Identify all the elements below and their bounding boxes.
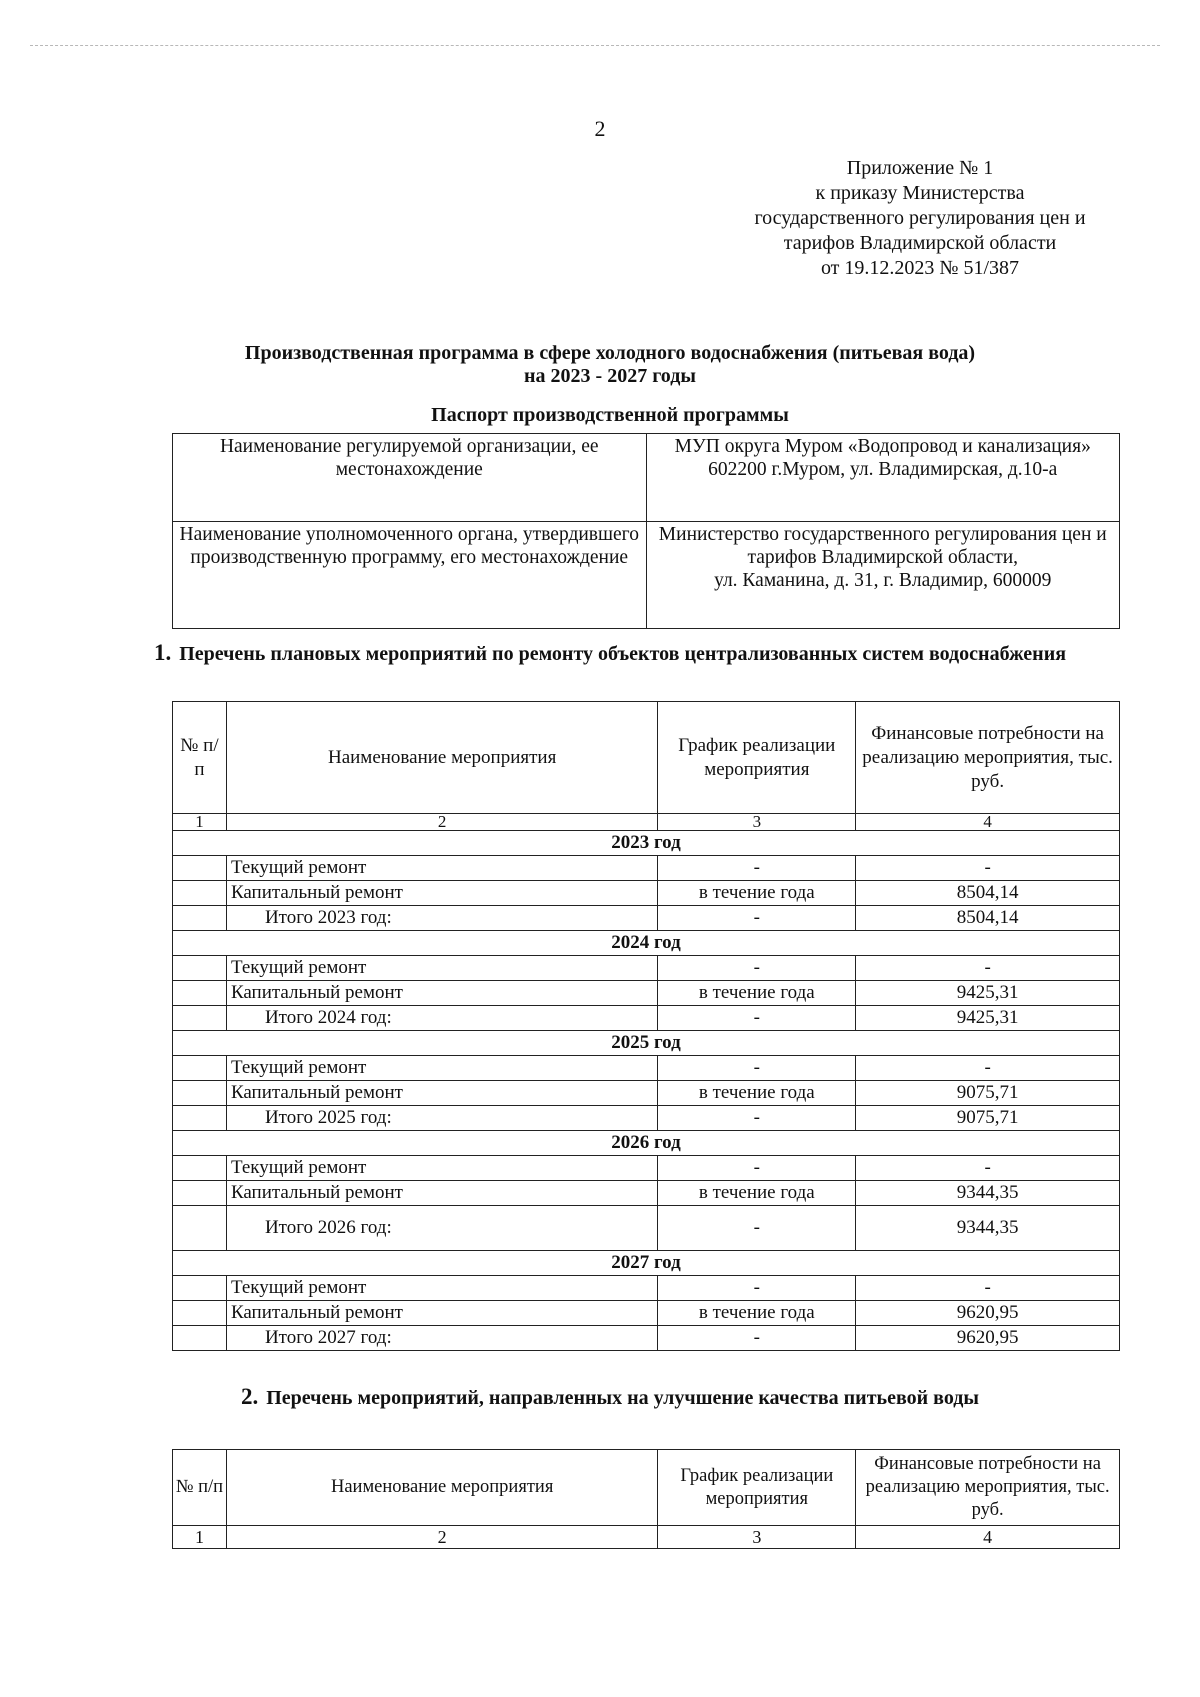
row-finance: - [856, 856, 1120, 881]
row-name: Итого 2026 год: [226, 1206, 657, 1251]
row-finance: 9344,35 [856, 1206, 1120, 1251]
row-name: Итого 2023 год: [226, 906, 657, 931]
passport-value-address: ул. Каманина, д. 31, г. Владимир, 600009 [714, 570, 1052, 591]
header-num: № п/п [173, 1450, 227, 1526]
year-label: 2023 год [173, 831, 1120, 856]
table-row [173, 1181, 1120, 1206]
section-number: 1. [153, 640, 172, 665]
row-name: Итого 2027 год: [226, 1326, 657, 1351]
passport-row [173, 522, 1120, 629]
passport-value-address: 602200 г.Муром, ул. Владимирская, д.10-а [708, 459, 1058, 480]
table-row-total [173, 1006, 1120, 1031]
year-row [173, 1031, 1120, 1056]
annex-line: государственного регулирования цен и [754, 207, 1086, 229]
section-1-title [150, 641, 1070, 666]
column-index: 1 [173, 1526, 227, 1549]
header-schedule: График реализации мероприятия [658, 702, 856, 814]
table-row [173, 856, 1120, 881]
header-schedule: График реализации мероприятия [658, 1450, 856, 1526]
document-title-line: Производственная программа в сфере холодного водоснабжения (питьевая вода) [244, 342, 976, 364]
row-finance: 9425,31 [856, 981, 1120, 1006]
passport-value-line: МУП округа Муром «Водопровод и канализация» [674, 436, 1091, 457]
section-2-title [150, 1385, 1070, 1410]
row-finance: 8504,14 [856, 881, 1120, 906]
column-index: 2 [226, 814, 657, 831]
row-schedule: - [658, 1206, 856, 1251]
row-schedule: - [658, 1006, 856, 1031]
row-finance: - [856, 956, 1120, 981]
year-row [173, 931, 1120, 956]
row-name: Капитальный ремонт [226, 1301, 657, 1326]
column-index: 3 [658, 1526, 856, 1549]
table-row [173, 1301, 1120, 1326]
table-row-total [173, 906, 1120, 931]
passport-title: Паспорт производственной программы [431, 404, 789, 426]
row-schedule: - [658, 1106, 856, 1131]
row-name: Капитальный ремонт [226, 1181, 657, 1206]
row-name: Капитальный ремонт [226, 881, 657, 906]
row-name: Капитальный ремонт [226, 981, 657, 1006]
document-title [150, 342, 1070, 388]
water-quality-table [172, 1449, 1120, 1549]
header-finance: Финансовые потребности на реализацию мероприятия, тыс. руб. [856, 1450, 1120, 1526]
passport-table [172, 433, 1120, 629]
row-schedule: в течение года [658, 1081, 856, 1106]
column-index: 3 [658, 814, 856, 831]
row-schedule: - [658, 856, 856, 881]
table-row [173, 1056, 1120, 1081]
scan-top-edge [30, 45, 1160, 46]
header-finance: Финансовые потребности на реализацию мероприятия, тыс. руб. [856, 702, 1120, 814]
column-index-row [173, 814, 1120, 831]
year-row [173, 831, 1120, 856]
row-finance: 9620,95 [856, 1326, 1120, 1351]
table-header-row [173, 702, 1120, 814]
row-schedule: в течение года [658, 1181, 856, 1206]
table-row-total [173, 1106, 1120, 1131]
year-label: 2025 год [173, 1031, 1120, 1056]
row-finance: 9075,71 [856, 1106, 1120, 1131]
row-name: Итого 2025 год: [226, 1106, 657, 1131]
row-schedule: - [658, 1156, 856, 1181]
annex-block [700, 156, 1140, 281]
table-row-total [173, 1326, 1120, 1351]
header-num: № п/п [173, 702, 227, 814]
row-schedule: в течение года [658, 881, 856, 906]
row-name: Капитальный ремонт [226, 1081, 657, 1106]
row-schedule: в течение года [658, 981, 856, 1006]
section-title-text: Перечень плановых мероприятий по ремонту объектов централизованных систем водоснабжения [179, 643, 1067, 665]
annex-line: тарифов Владимирской области [783, 232, 1057, 254]
column-index: 4 [856, 1526, 1120, 1549]
year-label: 2024 год [173, 931, 1120, 956]
row-schedule: - [658, 1276, 856, 1301]
row-finance: - [856, 1056, 1120, 1081]
row-schedule: - [658, 1056, 856, 1081]
header-name: Наименование мероприятия [226, 702, 657, 814]
row-finance: 8504,14 [856, 906, 1120, 931]
table-row [173, 956, 1120, 981]
row-schedule: - [658, 906, 856, 931]
repair-plan-table [172, 701, 1120, 1351]
section-number: 2. [241, 1384, 259, 1409]
column-index: 1 [173, 814, 227, 831]
row-name: Текущий ремонт [226, 1276, 657, 1301]
year-label: 2027 год [173, 1251, 1120, 1276]
passport-value-line: Министерство государственного регулирования цен и тарифов Владимирской области, [658, 524, 1107, 568]
annex-line: Приложение № 1 [846, 157, 994, 179]
table-row [173, 881, 1120, 906]
row-finance: 9075,71 [856, 1081, 1120, 1106]
row-finance: 9425,31 [856, 1006, 1120, 1031]
annex-line: к приказу Министерства [815, 182, 1025, 204]
year-row [173, 1131, 1120, 1156]
table-row [173, 981, 1120, 1006]
passport-row [173, 434, 1120, 522]
row-name: Текущий ремонт [226, 1156, 657, 1181]
year-row [173, 1251, 1120, 1276]
row-name: Текущий ремонт [226, 856, 657, 881]
column-index: 2 [226, 1526, 657, 1549]
document-title-line: на 2023 - 2027 годы [524, 365, 696, 387]
row-finance: 9344,35 [856, 1181, 1120, 1206]
table-row [173, 1081, 1120, 1106]
row-finance: - [856, 1276, 1120, 1301]
row-finance: - [856, 1156, 1120, 1181]
row-schedule: - [658, 956, 856, 981]
page-number: 2 [594, 116, 606, 141]
row-schedule: - [658, 1326, 856, 1351]
row-finance: 9620,95 [856, 1301, 1120, 1326]
table-row-total [173, 1206, 1120, 1251]
row-schedule: в течение года [658, 1301, 856, 1326]
passport-label: Наименование регулируемой организации, ее местонахождение [173, 434, 647, 522]
passport-value [646, 434, 1120, 522]
column-index-row [173, 1526, 1120, 1549]
annex-line: от 19.12.2023 № 51/387 [820, 257, 1020, 279]
year-label: 2026 год [173, 1131, 1120, 1156]
table-header-row [173, 1450, 1120, 1526]
passport-value [646, 522, 1120, 629]
passport-label: Наименование уполномоченного органа, утвердившего производственную программу, его местонахождение [173, 522, 647, 629]
column-index: 4 [856, 814, 1120, 831]
row-name: Текущий ремонт [226, 956, 657, 981]
row-name: Итого 2024 год: [226, 1006, 657, 1031]
header-name: Наименование мероприятия [226, 1450, 657, 1526]
section-title-text: Перечень мероприятий, направленных на улучшение качества питьевой воды [266, 1387, 979, 1409]
table-row [173, 1276, 1120, 1301]
row-name: Текущий ремонт [226, 1056, 657, 1081]
table-row [173, 1156, 1120, 1181]
